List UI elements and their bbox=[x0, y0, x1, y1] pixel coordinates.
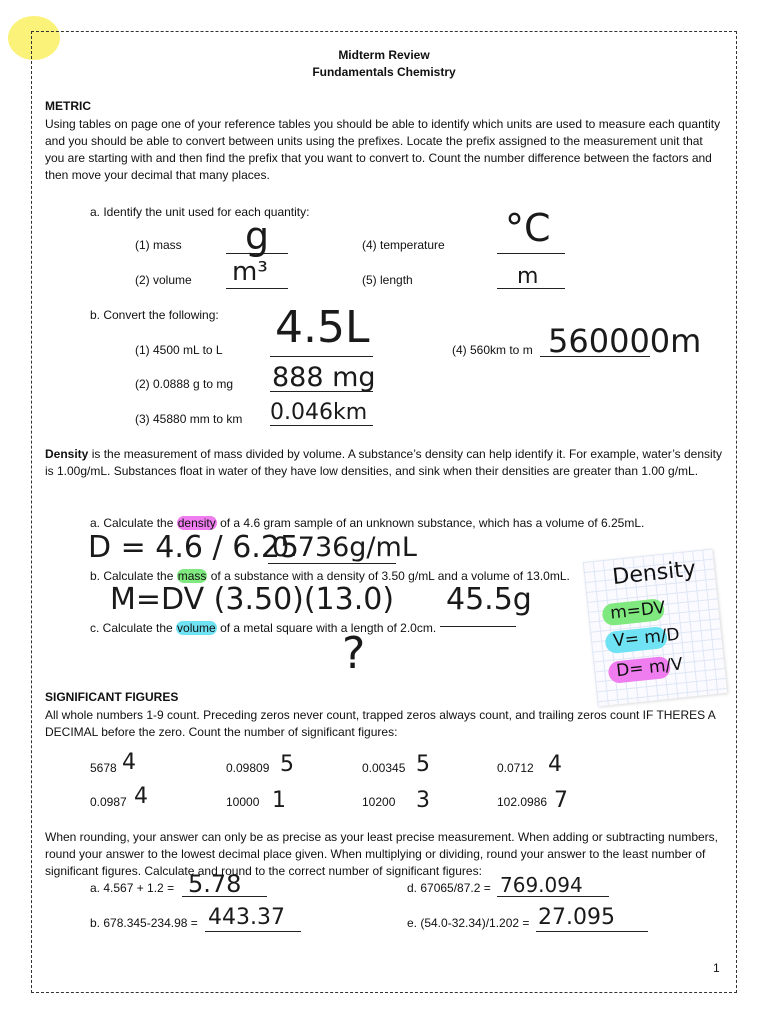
density-intro-text: is the measurement of mass divided by volume. A substance’s density can help identify it. For example, water’s density is 1.00g/mL. Substances float in water of they have low densities, and sink when their densities are greater than 1.00 g/mL. bbox=[45, 447, 723, 478]
quantity-label-volume: (2) volume bbox=[135, 273, 192, 287]
handwritten-sigfig-count: 5 bbox=[416, 752, 430, 777]
answer-blank bbox=[270, 425, 373, 426]
quantity-label-mass: (1) mass bbox=[135, 238, 182, 252]
conversion-label-1: (1) 4500 mL to L bbox=[135, 343, 223, 357]
handwritten-answer-conversion-2: 888 mg bbox=[272, 362, 376, 393]
density-question-c bbox=[90, 621, 436, 635]
handwritten-calc-answer-b: 443.37 bbox=[208, 905, 285, 930]
handwritten-answer-mass: g bbox=[245, 214, 270, 258]
sigfig-value: 5678 bbox=[90, 761, 117, 775]
sigfig-value: 0.0712 bbox=[497, 761, 534, 775]
answer-blank bbox=[205, 931, 301, 932]
sigfig-value: 10000 bbox=[226, 795, 260, 809]
metric-part-b-prompt: b. Convert the following: bbox=[90, 308, 219, 322]
handwritten-answer-conversion-3: 0.046km bbox=[270, 400, 368, 425]
formula-volume: V= m/D bbox=[612, 624, 681, 652]
sigfig-value: 0.00345 bbox=[362, 761, 406, 775]
answer-blank bbox=[226, 288, 288, 289]
calc-label-a: a. 4.567 + 1.2 = bbox=[90, 881, 175, 895]
conversion-label-3: (3) 45880 mm to km bbox=[135, 412, 243, 426]
sigfig-value: 10200 bbox=[362, 795, 396, 809]
metric-heading: METRIC bbox=[45, 99, 91, 113]
metric-part-a-prompt: a. Identify the unit used for each quantity: bbox=[90, 205, 310, 219]
question-text: c. Calculate the bbox=[90, 621, 177, 635]
handwritten-answer-temperature: °C bbox=[505, 206, 551, 250]
sigfig-value: 102.0986 bbox=[497, 795, 548, 809]
handwritten-sigfig-count: 4 bbox=[122, 750, 136, 775]
density-term: Density bbox=[45, 447, 89, 461]
quantity-label-temperature: (4) temperature bbox=[362, 238, 445, 252]
question-text: of a substance with a density of 3.50 g/mL and a volume of 13.0mL. bbox=[207, 569, 570, 583]
handwritten-sigfig-count: 7 bbox=[554, 788, 568, 813]
handwritten-answer-mass-calc: 45.5g bbox=[446, 582, 532, 617]
highlighted-keyword-mass: mass bbox=[177, 569, 207, 583]
handwritten-answer-conversion-4: 560000m bbox=[548, 322, 702, 360]
quantity-label-length: (5) length bbox=[362, 273, 413, 287]
handwritten-calc-answer-e: 27.095 bbox=[538, 905, 615, 930]
handwritten-answer-volume-calc: ? bbox=[342, 628, 366, 679]
calc-label-e: e. (54.0-32.34)/1.202 = bbox=[407, 916, 530, 930]
handwritten-answer-conversion-1: 4.5L bbox=[275, 302, 370, 353]
question-text: of a metal square with a length of 2.0cm. bbox=[216, 621, 437, 635]
rounding-intro: When rounding, your answer can only be as precise as your least precise measurement. When adding or subtracting numbers, round your answer to the lowest decimal place given. When multiplying or dividing, round your answer to the least number of significant figures. Calculate and round to the correct number of significant figures: bbox=[45, 830, 719, 878]
sigfigs-intro: All whole numbers 1-9 count. Preceding zeros never count, trapped zeros always count, and trailing zeros count IF THERES A DECIMAL before the zero. Count the number of significant figures: bbox=[45, 708, 716, 739]
sigfig-value: 0.09809 bbox=[226, 761, 270, 775]
question-text: a. Calculate the bbox=[90, 516, 177, 530]
formula-mass: m=DV bbox=[609, 597, 667, 624]
question-text: b. Calculate the bbox=[90, 569, 177, 583]
conversion-label-4: (4) 560km to m bbox=[452, 343, 533, 357]
page-title: Midterm Review bbox=[338, 48, 430, 62]
highlighted-keyword-volume: volume bbox=[177, 621, 216, 635]
handwritten-sigfig-count: 4 bbox=[548, 752, 562, 777]
handwritten-sigfig-count: 1 bbox=[272, 788, 286, 813]
sticky-note-title: Density bbox=[611, 556, 698, 591]
sigfig-value: 0.0987 bbox=[90, 795, 127, 809]
handwritten-work-density: D = 4.6 / 6.25 bbox=[88, 530, 299, 565]
conversion-label-2: (2) 0.0888 g to mg bbox=[135, 377, 234, 391]
handwritten-work-mass: M=DV (3.50)(13.0) bbox=[110, 582, 395, 617]
calc-label-b: b. 678.345-234.98 = bbox=[90, 916, 198, 930]
density-question-a bbox=[90, 516, 644, 530]
density-question-b bbox=[90, 569, 570, 583]
highlighted-keyword-density: density bbox=[177, 516, 216, 530]
density-intro bbox=[45, 446, 725, 480]
handwritten-answer-length: m bbox=[517, 264, 539, 289]
answer-blank bbox=[268, 563, 396, 564]
answer-blank bbox=[536, 931, 648, 932]
handwritten-sigfig-count: 5 bbox=[280, 752, 294, 777]
formula-density: D= m/V bbox=[615, 654, 684, 682]
answer-blank bbox=[497, 253, 565, 254]
handwritten-sigfig-count: 3 bbox=[416, 788, 430, 813]
handwritten-sigfig-count: 4 bbox=[134, 784, 148, 809]
handwritten-answer-density: 0.736g/mL bbox=[272, 532, 417, 563]
metric-intro: Using tables on page one of your reference tables you should be able to identify which units are used to measure each quantity and you should be able to convert between units using the prefixes. Locate the prefix assigned to the measurement unit that you are starting with and then find the prefix that you want to convert to. Count the number difference between the factors and then move your decimal that many places. bbox=[45, 117, 721, 182]
answer-blank bbox=[270, 356, 373, 357]
handwritten-calc-answer-d: 769.094 bbox=[500, 873, 583, 897]
page-subtitle: Fundamentals Chemistry bbox=[312, 65, 456, 79]
page-number: 1 bbox=[713, 961, 720, 975]
density-formula-sticky-note bbox=[583, 549, 727, 707]
question-text: of a 4.6 gram sample of an unknown substance, which has a volume of 6.25mL. bbox=[216, 516, 645, 530]
answer-blank bbox=[440, 626, 516, 627]
handwritten-answer-volume: m³ bbox=[232, 257, 268, 287]
sigfigs-heading: SIGNIFICANT FIGURES bbox=[45, 690, 179, 704]
handwritten-calc-answer-a: 5.78 bbox=[188, 870, 242, 898]
calc-label-d: d. 67065/87.2 = bbox=[407, 881, 491, 895]
